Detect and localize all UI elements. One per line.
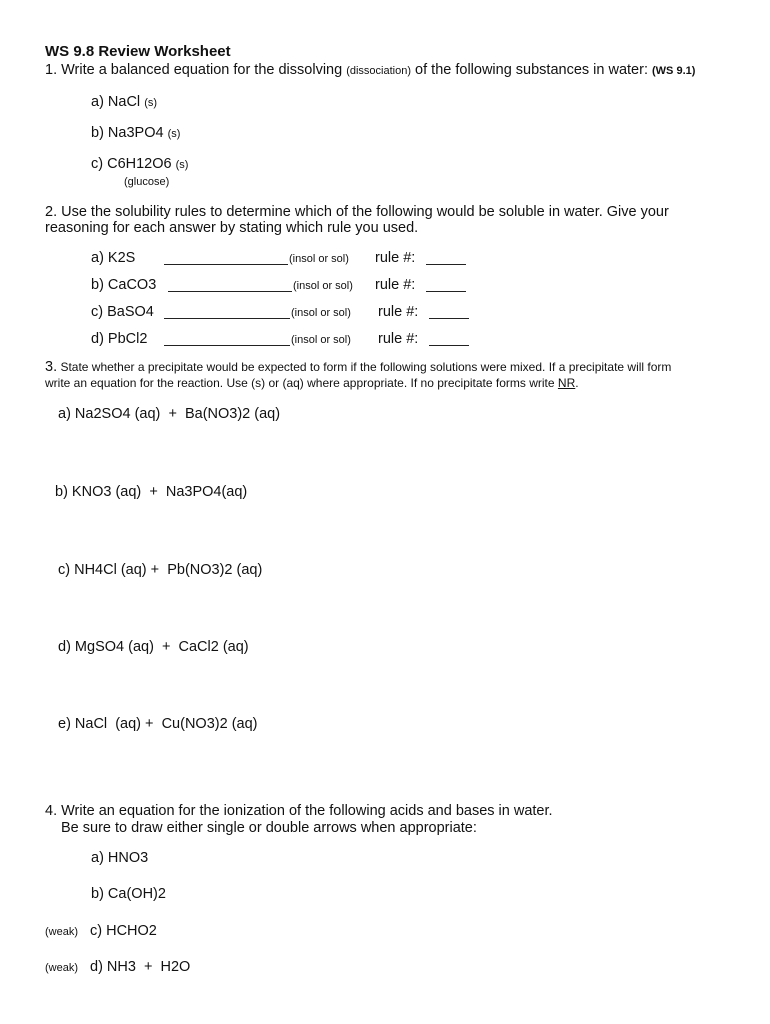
q3-item-e-reactant-1: e) NaCl bbox=[58, 716, 108, 732]
q3-item-e-plus: + bbox=[145, 716, 154, 732]
q4-item-d: d) NH3 + H2O bbox=[90, 959, 191, 975]
q3-line2-text: write an equation for the reaction. Use (s) or (aq) where appropriate. If no precipitate forms write bbox=[45, 376, 555, 390]
q1-item-c-state: (s) bbox=[175, 159, 189, 171]
q3-item-b-reactant-1: b) KNO3 bbox=[55, 484, 112, 500]
q3-item-a-state-2: (aq) bbox=[254, 406, 281, 422]
question-4-line2: Be sure to draw either single or double arrows when appropriate: bbox=[61, 820, 477, 836]
q2-item-b-rule: rule #: bbox=[375, 277, 416, 293]
q3-item-b-state-2: (aq) bbox=[221, 484, 248, 500]
q1-ref: (WS 9.1) bbox=[652, 65, 696, 77]
q2-item-d: d) PbCl2 bbox=[91, 331, 148, 347]
q2-item-a-rule-blank[interactable] bbox=[426, 252, 466, 270]
q3-nr: NR bbox=[557, 376, 576, 390]
q4-item-c-tag: (weak) bbox=[45, 926, 79, 938]
q3-item-a-state-1: (aq) bbox=[134, 406, 161, 422]
q3-line2-end: . bbox=[575, 376, 579, 390]
q4-item-c: c) HCHO2 bbox=[90, 923, 157, 939]
q2-item-c: c) BaSO4 bbox=[91, 304, 154, 320]
q3-item-c-state-2: (aq) bbox=[236, 562, 263, 578]
q2-item-b-choice: (insol or sol) bbox=[293, 280, 353, 292]
q2-item-c-choice: (insol or sol) bbox=[291, 307, 351, 319]
q2-item-a: a) K2S bbox=[91, 250, 136, 266]
q2-item-c-answer-blank[interactable] bbox=[164, 306, 290, 324]
q1-item-a-formula: a) NaCl bbox=[91, 94, 141, 110]
q1-paren: (dissociation) bbox=[346, 65, 412, 77]
q1-item-c bbox=[91, 156, 188, 172]
q3-item-d bbox=[58, 639, 249, 655]
q3-item-a bbox=[58, 406, 280, 422]
q3-item-c bbox=[58, 562, 262, 578]
q3-item-e bbox=[58, 716, 257, 732]
q1-prefix: 1. Write a balanced equation for the dissolving bbox=[45, 62, 343, 78]
q2-item-c-rule-blank[interactable] bbox=[429, 306, 469, 324]
q2-item-d-answer-blank[interactable] bbox=[164, 333, 290, 351]
worksheet-title: WS 9.8 Review Worksheet bbox=[45, 43, 231, 60]
q2-item-c-rule: rule #: bbox=[378, 304, 419, 320]
q1-item-a bbox=[91, 94, 157, 110]
q3-item-b-state-1: (aq) bbox=[115, 484, 142, 500]
q3-number: 3. bbox=[45, 359, 58, 375]
q3-item-d-state-2: (aq) bbox=[222, 639, 249, 655]
question-2-line2: reasoning for each answer by stating which rule you used. bbox=[45, 220, 419, 236]
q2-item-d-rule: rule #: bbox=[378, 331, 419, 347]
question-3-line1 bbox=[45, 359, 671, 376]
q3-item-e-state-2: (aq) bbox=[231, 716, 258, 732]
q3-item-c-state-1: (aq) bbox=[120, 562, 147, 578]
q2-item-a-answer-blank[interactable] bbox=[164, 252, 288, 270]
q3-item-d-plus: + bbox=[161, 639, 171, 655]
q4-item-b: b) Ca(OH)2 bbox=[91, 886, 166, 902]
q3-item-c-reactant-2: Pb(NO3)2 bbox=[167, 562, 233, 578]
q1-item-c-note: (glucose) bbox=[124, 176, 170, 188]
q3-item-d-reactant-1: d) MgSO4 bbox=[58, 639, 125, 655]
q2-item-b-answer-blank[interactable] bbox=[168, 279, 292, 297]
q3-item-b-reactant-2: Na3PO4 bbox=[165, 484, 222, 500]
q1-item-b-formula: b) Na3PO4 bbox=[91, 125, 164, 141]
q3-item-d-state-1: (aq) bbox=[128, 639, 154, 655]
question-4-line1: 4. Write an equation for the ionization of the following acids and bases in water. bbox=[45, 803, 553, 819]
q3-item-a-reactant-1: a) Na2SO4 bbox=[58, 406, 131, 422]
q2-item-b-rule-blank[interactable] bbox=[426, 279, 466, 297]
q1-item-b-state: (s) bbox=[167, 128, 181, 140]
question-3-line2 bbox=[45, 375, 579, 392]
q2-item-d-choice: (insol or sol) bbox=[291, 334, 351, 346]
q1-item-a-state: (s) bbox=[144, 97, 158, 109]
q3-item-a-plus: + bbox=[168, 406, 177, 422]
q3-line1-text: State whether a precipitate would be expected to form if the following solutions were mixed. If a precipitate will form bbox=[60, 360, 672, 374]
q3-item-d-reactant-2: CaCl2 bbox=[178, 639, 219, 655]
q2-item-a-choice: (insol or sol) bbox=[289, 253, 349, 265]
q3-item-a-reactant-2: Ba(NO3)2 bbox=[184, 406, 251, 422]
q2-item-d-rule-blank[interactable] bbox=[429, 333, 469, 351]
q3-item-e-state-1: (aq) bbox=[115, 716, 142, 732]
q3-item-b bbox=[55, 484, 247, 500]
q3-item-e-reactant-2: Cu(NO3)2 bbox=[161, 716, 228, 732]
q4-item-a: a) HNO3 bbox=[91, 850, 149, 866]
question-1 bbox=[45, 62, 695, 80]
q3-item-c-plus: + bbox=[150, 562, 160, 578]
q1-suffix: of the following substances in water: bbox=[415, 62, 648, 78]
q1-item-b bbox=[91, 125, 180, 141]
question-2-line1: 2. Use the solubility rules to determine which of the following would be soluble in water. Give your bbox=[45, 204, 669, 220]
q1-item-c-formula: c) C6H12O6 bbox=[91, 156, 172, 172]
q3-item-c-reactant-1: c) NH4Cl bbox=[58, 562, 117, 578]
q4-item-d-tag: (weak) bbox=[45, 962, 79, 974]
q2-item-b: b) CaCO3 bbox=[91, 277, 157, 293]
q3-item-b-plus: + bbox=[149, 484, 158, 500]
q2-item-a-rule: rule #: bbox=[375, 250, 416, 266]
